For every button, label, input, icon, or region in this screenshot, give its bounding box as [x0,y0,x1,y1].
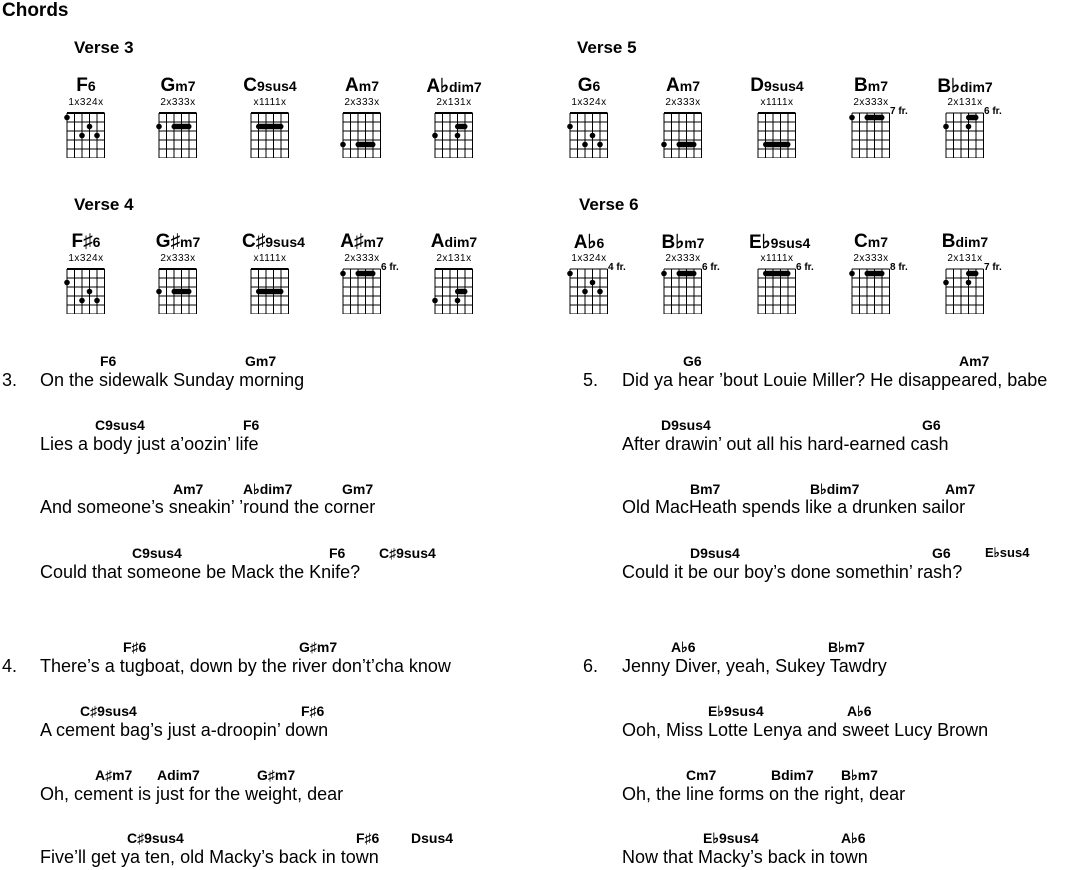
chord-fingering: 2x333x [853,97,889,108]
chord-label: C9sus4 [95,417,145,433]
chord-suffix: 9sus4 [764,78,804,94]
chord-root: F♯ [71,231,93,252]
lyric-line: Five’ll get ya ten, old Macky’s back in town [40,847,379,867]
fretboard-grid [942,266,988,314]
chord-label: C♯9sus4 [80,703,137,719]
lyric-line: A cement bag’s just a-droopin’ down [40,720,329,740]
verse-number: 5. [583,370,599,390]
fret-position-label: 7 fr. [984,262,1002,273]
fret-position-label: 8 fr. [890,262,908,273]
page-title: Chords [2,0,69,21]
finger-dot [849,271,855,277]
finger-dot [849,115,855,121]
fret-position-label: 6 fr. [984,106,1002,117]
chord-diagram-name [58,75,114,97]
barre-bar [677,142,697,148]
chord-suffix: 9sus4 [770,235,811,251]
diagram-heading-verse-3: Verse 3 [74,38,134,57]
chord-root: B♭ [661,232,685,253]
lyric-line: On the sidewalk Sunday morning [40,370,305,390]
fretboard-grid [566,110,612,158]
fretboard-grid [848,266,894,314]
finger-dot [597,289,603,295]
finger-dot [590,280,596,286]
finger-dot [79,133,85,139]
lyric-line: Oh, the line forms on the right, dear [622,784,906,804]
finger-dot [590,133,596,139]
chord-diagram [150,231,206,331]
chord-diagram-name [749,75,805,97]
fretboard-grid [155,266,201,314]
fret-position-label: 6 fr. [381,262,399,273]
chord-suffix: m7 [358,78,379,94]
chord-suffix: dim7 [449,79,482,95]
verse-number: 6. [583,656,599,676]
lyric-line: Now that Macky’s back in town [622,847,868,867]
chord-diagram-name [749,231,811,254]
chord-suffix: dim7 [444,234,478,250]
chord-diagram-name [561,231,617,254]
chord-diagram [749,231,814,331]
chord-root: A♯ [340,231,364,252]
fret-position-label: 4 fr. [608,262,626,273]
chord-diagram-name [242,75,298,97]
fretboard-grid [754,266,800,314]
finger-dot [661,142,667,148]
chord-label: F6 [100,353,117,369]
chord-diagram-name [334,75,390,97]
chord-label: B♭m7 [828,639,865,655]
chord-fingering: 1x324x [68,97,104,108]
barre-bar [763,142,791,148]
chord-root: C [243,75,258,96]
finger-dot [340,142,346,148]
chord-diagram-name [843,231,899,253]
chord-fingering: x1111x [760,97,794,108]
fretboard-grid [431,110,477,158]
chord-root: A [666,75,680,96]
fret-position-label: 7 fr. [890,106,908,117]
barre-bar [256,289,284,295]
chord-label: C♯9sus4 [379,545,436,561]
fretboard-grid [247,266,293,314]
fretboard-grid [942,110,988,158]
chord-diagram [58,75,114,175]
chord-label: A♯m7 [95,767,133,783]
chord-label: A♭6 [847,703,872,719]
chord-suffix: m7 [363,234,384,250]
finger-dot [156,289,162,295]
finger-dot [64,280,70,286]
fret-position-label: 6 fr. [796,262,814,273]
chord-suffix: 6 [87,78,96,94]
chord-label: F♯6 [356,830,380,846]
finger-dot [661,271,667,277]
chord-suffix: m7 [867,78,888,94]
chord-label: G6 [922,417,941,433]
chord-diagram-name [937,75,993,98]
chord-suffix: m7 [175,78,196,94]
finger-dot [432,298,438,304]
chord-label: A♭6 [841,830,866,846]
fretboard-grid [339,266,385,314]
chord-suffix: 9sus4 [265,234,305,250]
lyric-line: Oh, cement is just for the weight, dear [40,784,344,804]
chord-fingering: x1111x [760,253,794,264]
chord-diagram-name [937,231,993,253]
chord-suffix: 6 [596,235,605,251]
chord-suffix: 6 [92,234,101,250]
chord-root: B♭ [937,76,960,97]
chord-diagram [655,75,711,175]
chord-suffix: 9sus4 [257,78,297,94]
chord-fingering: 2x333x [344,97,380,108]
diagram-heading-verse-6: Verse 6 [579,195,639,214]
barre-bar [172,124,192,130]
finger-dot [455,133,461,139]
chord-root: C♯ [242,231,266,252]
verse-number: 4. [2,656,18,676]
barre-bar [455,124,468,130]
diagram-heading-verse-5: Verse 5 [577,38,637,57]
chord-diagram [843,75,908,175]
chord-diagram-name [150,75,206,97]
chord-suffix: m7 [684,235,705,251]
fretboard-grid [339,110,385,158]
finger-dot [94,298,100,304]
chord-label: G♯m7 [257,767,296,783]
chord-diagram [150,75,206,175]
chord-root: B [854,75,868,96]
lyric-line: Old MacHeath spends like a drunken sailor [622,497,966,517]
chord-diagram [843,231,908,331]
chord-suffix: m7 [180,234,201,250]
lyric-line: Could that someone be Mack the Knife? [40,562,361,582]
chord-fingering: 2x333x [853,253,889,264]
chord-root: D [750,75,765,96]
chord-label: B♭dim7 [810,481,860,497]
fretboard-grid [660,266,706,314]
fret-position-label: 6 fr. [702,262,720,273]
chord-diagram-name [426,75,482,98]
chord-root: E♭ [749,232,771,253]
barre-bar [172,289,192,295]
barre-bar [763,271,791,277]
fretboard-grid [431,266,477,314]
chord-root: G [577,75,593,96]
finger-dot [79,298,85,304]
chord-label: Adim7 [157,767,200,783]
chord-fingering: 2x131x [947,97,983,108]
chord-fingering: 1x324x [68,253,104,264]
chord-fingering: x1111x [253,253,287,264]
chord-label: Gm7 [245,353,277,369]
barre-bar [356,271,376,277]
finger-dot [582,289,588,295]
chord-label: Cm7 [686,767,717,783]
chord-label: A♭6 [671,639,696,655]
chord-label: A♭dim7 [243,481,293,497]
barre-bar [966,271,979,277]
chord-diagram [937,231,1002,331]
fretboard-grid [63,266,109,314]
chord-label: G6 [683,353,702,369]
barre-bar [356,142,376,148]
chord-diagram [334,231,399,331]
fretboard-grid [566,266,612,314]
chord-fingering: 2x131x [947,253,983,264]
lyric-line: Lies a body just a’oozin’ life [40,434,259,454]
chord-suffix: dim7 [960,79,993,95]
chord-label: E♭sus4 [985,545,1030,560]
chord-fingering: 2x333x [160,253,196,264]
fretboard-grid [848,110,894,158]
finger-dot [87,124,93,130]
chord-label: C♯9sus4 [127,830,184,846]
chord-diagram-name [150,231,206,253]
finger-dot [340,271,346,277]
finger-dot [943,124,949,130]
finger-dot [455,298,461,304]
chord-fingering: 2x333x [665,253,701,264]
fretboard-grid [660,110,706,158]
chord-diagram [561,75,617,175]
finger-dot [156,124,162,130]
chord-label: Am7 [173,481,204,497]
chord-label: E♭9sus4 [703,830,759,846]
chord-suffix: m7 [679,78,700,94]
chord-label: Bdim7 [771,767,814,783]
chord-root: F [76,75,88,96]
chord-label: Dsus4 [411,830,454,846]
chord-fingering: 2x333x [665,97,701,108]
finger-dot [597,142,603,148]
chord-label: E♭9sus4 [708,703,764,719]
lyric-line: Could it be our boy’s done somethin’ rash? [622,562,963,582]
chord-label: Am7 [959,353,990,369]
chord-diagram [655,231,720,331]
chord-diagram [426,75,482,175]
chord-root: A♭ [573,232,597,253]
fretboard-grid [63,110,109,158]
chord-label: C9sus4 [132,545,182,561]
chord-fingering: 1x324x [571,253,607,264]
finger-dot [567,271,573,277]
chord-suffix: dim7 [955,234,989,250]
lyric-line: After drawin’ out all his hard-earned cash [622,434,949,454]
chord-suffix: m7 [867,234,888,250]
chord-label: Bm7 [690,481,721,497]
fretboard-grid [247,110,293,158]
chord-label: B♭m7 [841,767,878,783]
chord-fingering: 2x131x [436,97,472,108]
lyric-line: And someone’s sneakin’ ’round the corner [40,497,376,517]
chord-diagram-name [58,231,114,253]
chord-fingering: 2x333x [344,253,380,264]
chord-diagram [426,231,482,331]
finger-dot [943,280,949,286]
finger-dot [966,124,972,130]
finger-dot [567,124,573,130]
finger-dot [94,133,100,139]
finger-dot [87,289,93,295]
chord-diagram [58,231,114,331]
chord-label: Gm7 [342,481,374,497]
chord-label: F♯6 [123,639,147,655]
chord-root: C [854,231,868,252]
chord-diagram-name [334,231,390,253]
barre-bar [256,124,284,130]
chord-fingering: 2x333x [160,97,196,108]
chord-diagram-name [426,231,482,253]
lyric-line: Ooh, Miss Lotte Lenya and sweet Lucy Brown [622,720,989,740]
lyric-line: Jenny Diver, yeah, Sukey Tawdry [622,656,887,676]
chord-fingering: x1111x [253,97,287,108]
lyric-line: There’s a tugboat, down by the river don’t’cha know [40,656,451,676]
finger-dot [582,142,588,148]
chord-diagram [242,231,305,331]
chord-fingering: 2x131x [436,253,472,264]
chord-label: F6 [243,417,260,433]
chord-label: D9sus4 [661,417,711,433]
lyric-line: Did ya hear ’bout Louie Miller? He disappeared, babe [622,370,1048,390]
barre-bar [677,271,697,277]
chord-label: G6 [932,545,951,561]
chord-label: D9sus4 [690,545,740,561]
chord-diagram [749,75,805,175]
barre-bar [455,289,468,295]
chord-root: B [941,231,956,252]
finger-dot [432,133,438,139]
chord-root: G♯ [155,231,181,252]
diagram-heading-verse-4: Verse 4 [74,195,134,214]
finger-dot [64,115,70,121]
chord-root: A [430,231,445,252]
finger-dot [966,280,972,286]
chord-label: G♯m7 [299,639,338,655]
verse-number: 3. [2,370,18,390]
chord-diagram [937,75,1002,175]
barre-bar [966,115,979,121]
chord-diagram-name [242,231,305,253]
chord-diagram [242,75,298,175]
barre-bar [865,271,885,277]
chord-label: Am7 [945,481,976,497]
chord-diagram-name [655,231,711,254]
chord-diagram-name [655,75,711,97]
chord-label: F♯6 [301,703,325,719]
fretboard-grid [754,110,800,158]
barre-bar [865,115,885,121]
fretboard-grid [155,110,201,158]
chord-label: F6 [329,545,346,561]
chord-diagram [561,231,626,331]
chord-root: A [345,75,359,96]
chord-fingering: 1x324x [571,97,607,108]
chord-diagram [334,75,390,175]
chord-diagram-name [561,75,617,97]
chord-diagram-name [843,75,899,97]
chord-root: G [160,75,176,96]
chord-root: A♭ [426,76,449,97]
chord-suffix: 6 [592,78,601,94]
